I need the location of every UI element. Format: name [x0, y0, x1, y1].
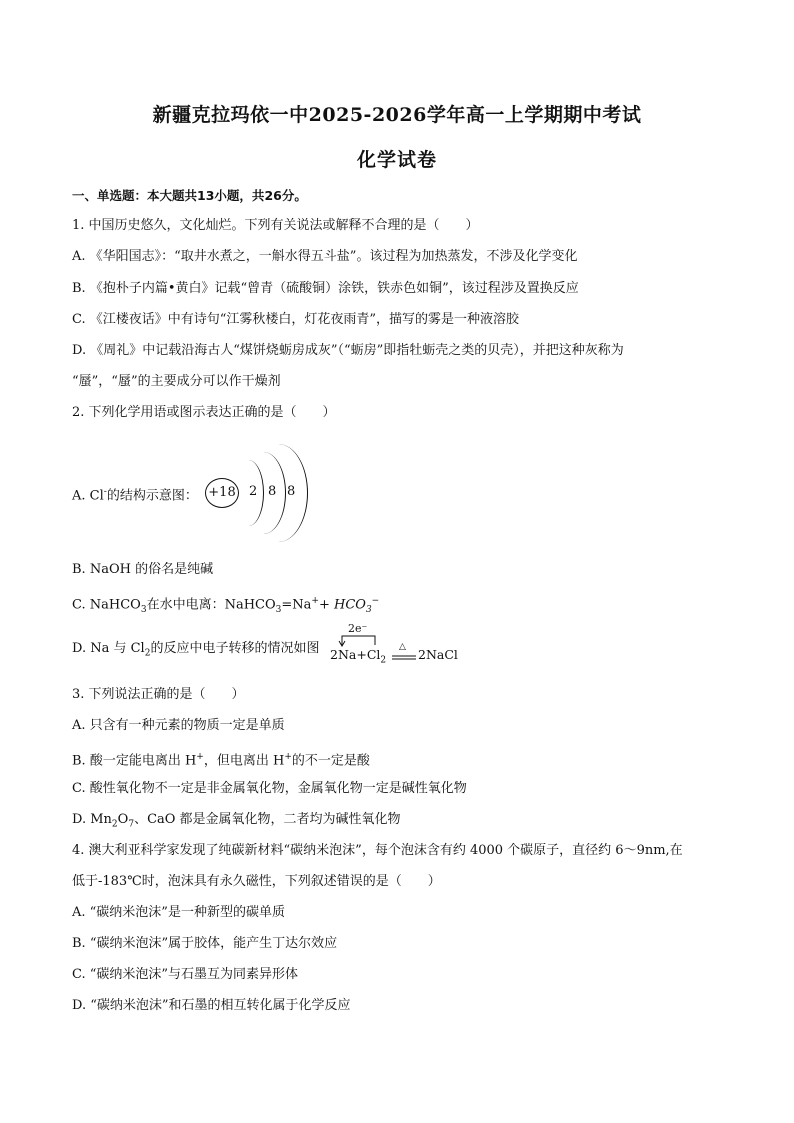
q2-stem: 2. 下列化学用语或图示表达正确的是（ ）: [72, 405, 336, 420]
shell-arc-3: [249, 444, 308, 542]
q4-option-a: A. “碳纳米泡沫”是一种新型的碳单质: [72, 905, 285, 920]
equation-products: 2NaCl: [418, 647, 458, 662]
q3-option-a: A. 只含有一种元素的物质一定是单质: [72, 718, 285, 733]
q1-stem: 1. 中国历史悠久，文化灿烂。下列有关说法或解释不合理的是（ ）: [72, 218, 479, 233]
q3-stem: 3. 下列说法正确的是（ ）: [72, 687, 245, 702]
q4-option-b: B. “碳纳米泡沫”属于胶体，能产生丁达尔效应: [72, 936, 338, 951]
nucleus-circle: +18: [205, 478, 239, 508]
electron-transfer-equation: [330, 622, 460, 667]
q3-option-c: C. 酸性氧化物不一定是非金属氧化物，金属氧化物一定是碱性氧化物: [72, 781, 467, 796]
q1-option-c: C. 《江楼夜话》中有诗句“江雾秋楼白，灯花夜雨青”，描写的雾是一种液溶胶: [72, 312, 520, 327]
q4-stem-line2: 低于-183℃时，泡沫具有永久磁性，下列叙述错误的是（ ）: [72, 874, 441, 889]
q3-option-d: D. $Mn_2O_7$、CaO 都是金属氧化物，二者均为碱性氧化物: [72, 812, 401, 830]
q3-option-b: B. 酸一定能电离出 H+，但电离出 H+的不一定是酸: [72, 752, 370, 769]
q1-option-a: A. 《华阳国志》：“取井水煮之，一斛水得五斗盐”。该过程为加热蒸发，不涉及化学变化: [72, 249, 578, 264]
q1-option-d-line2: “蜃”，“蜃”的主要成分可以作干燥剂: [72, 374, 281, 389]
shell-count-1: 2: [249, 484, 258, 499]
q4-option-d: D. “碳纳米泡沫”和石墨的相互转化属于化学反应: [72, 998, 351, 1013]
heat-condition: △: [399, 642, 406, 652]
q2-option-b: B. NaOH 的俗名是纯碱: [72, 562, 214, 577]
shell-count-2: 8: [268, 484, 277, 499]
shell-count-3: 8: [287, 484, 296, 499]
q4-stem-line1: 4. 澳大利亚科学家发现了纯碳新材料“碳纳米泡沫”，每个泡沫含有约 4000 个碳原子，直径约 6～9nm,在: [72, 843, 683, 858]
q2-option-a: A. Cl-的结构示意图：: [72, 487, 198, 504]
q2-option-c: C. NaHCO$_3$在水中电离：NaHCO$_3$=Na++ $HCO_3^-$: [72, 596, 380, 615]
section-heading: 一、单选题：本大题共13小题，共26分。: [72, 188, 307, 203]
equation-reactants: $2Na+Cl_2$: [330, 647, 387, 666]
transfer-electron-label: 2e⁻: [348, 622, 368, 635]
q1-option-d-line1: D. 《周礼》中记载沿海古人“煤饼烧蛎房成灰”（“蛎房”即指牡蛎壳之类的贝壳），并把这种灰称为: [72, 343, 624, 358]
q1-option-b: B. 《抱朴子内篇•黄白》记载“曾青（硫酸铜）涂铁，铁赤色如铜”，该过程涉及置换反应: [72, 281, 579, 296]
q4-option-c: C. “碳纳米泡沫”与石墨互为同素异形体: [72, 967, 299, 982]
page-title: 新疆克拉玛依一中2025-2026学年高一上学期期中考试: [152, 104, 642, 126]
q2-option-d: D. Na 与 $Cl_2$的反应中电子转移的情况如图: [72, 641, 320, 659]
page-subtitle: 化学试卷: [356, 149, 437, 171]
